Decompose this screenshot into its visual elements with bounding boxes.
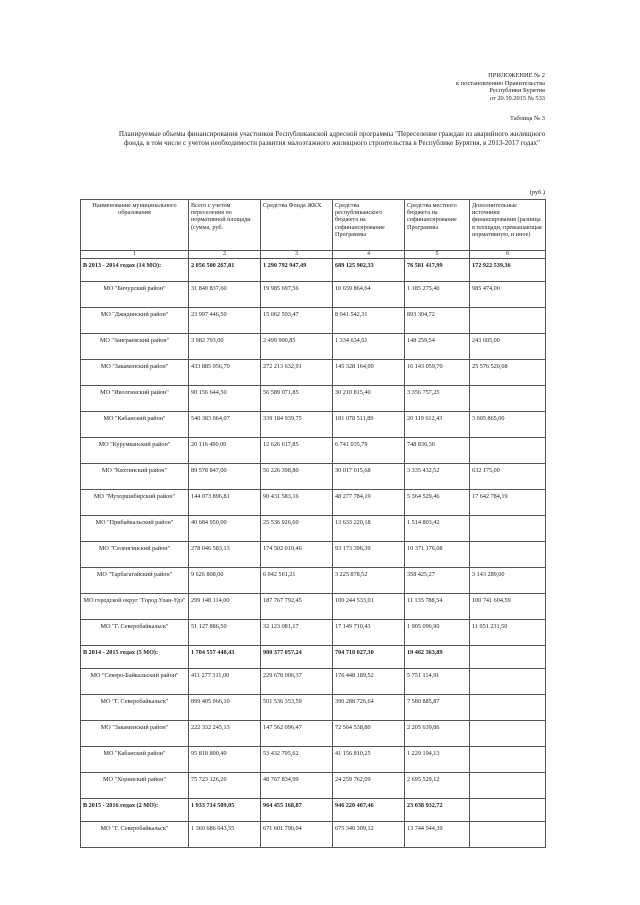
municipality-cell: МО "Закаменский район" (81, 721, 189, 747)
amount-cell: 748 836,36 (405, 438, 470, 464)
amount-cell: 985 474,00 (470, 282, 546, 308)
amount-cell: 23 997 446,50 (189, 308, 261, 334)
amount-cell: 501 536 353,59 (261, 695, 333, 721)
municipality-cell: МО "Г. Северобайкальск" (81, 822, 189, 848)
table-row (81, 542, 546, 568)
municipality-cell: МО "Г. Северобайкальск" (81, 620, 189, 646)
table-row (81, 620, 546, 646)
amount-cell: 100 741 604,59 (470, 594, 546, 620)
amount-cell: 11 135 788,54 (405, 594, 470, 620)
municipality-cell: МО "Хоринский район" (81, 773, 189, 799)
amount-cell: 24 259 762,09 (333, 773, 405, 799)
amount-cell: 5 751 114,91 (405, 669, 470, 695)
units-label: (руб.) (529, 189, 545, 196)
amount-cell: 16 143 059,70 (405, 360, 470, 386)
amount-cell (470, 646, 546, 669)
amount-cell: 30 210 815,40 (333, 386, 405, 412)
amount-cell: 181 078 511,89 (333, 412, 405, 438)
amount-cell: 95 818 800,40 (189, 747, 261, 773)
amount-cell (470, 822, 546, 848)
municipality-cell: МО "Кабанский район" (81, 412, 189, 438)
amount-cell: 11 951 231,50 (470, 620, 546, 646)
column-number: 6 (470, 251, 546, 259)
table-row (81, 386, 546, 412)
amount-cell: 176 448 189,52 (333, 669, 405, 695)
amount-cell: 964 455 168,87 (261, 799, 333, 822)
amount-cell (470, 747, 546, 773)
table-row (81, 822, 546, 848)
municipality-cell: МО "Закаменский район" (81, 360, 189, 386)
amount-cell (470, 695, 546, 721)
amount-cell: 100 244 533,01 (333, 594, 405, 620)
amount-cell: 899 405 966,10 (189, 695, 261, 721)
amount-cell: 13 744 544,39 (405, 822, 470, 848)
amount-cell: 25 536 926,60 (261, 516, 333, 542)
municipality-cell: МО "Тарбагатайский район" (81, 568, 189, 594)
amount-cell (470, 438, 546, 464)
amount-cell (470, 799, 546, 822)
amount-cell: 25 576 520,08 (470, 360, 546, 386)
amount-cell: 1 290 792 947,49 (261, 259, 333, 282)
amount-cell: 2 499 900,85 (261, 334, 333, 360)
header-cell: Наименование муниципального образования (81, 200, 189, 251)
financing-table (80, 199, 546, 848)
amount-cell: 144 073 896,81 (189, 490, 261, 516)
amount-cell: 30 017 015,68 (333, 464, 405, 490)
amount-cell: 1 229 194,13 (405, 747, 470, 773)
amount-cell: 946 220 407,46 (333, 799, 405, 822)
amount-cell: 48 277 784,19 (333, 490, 405, 516)
amount-cell: 3 225 878,52 (333, 568, 405, 594)
amount-cell: 20 119 612,43 (405, 412, 470, 438)
amount-cell: 10 371 176,08 (405, 542, 470, 568)
amount-cell: 632 175,00 (470, 464, 546, 490)
amount-cell: 40 684 950,00 (189, 516, 261, 542)
municipality-cell: В 2014 - 2015 годах (5 МО): (81, 646, 189, 669)
amount-cell: 7 580 885,87 (405, 695, 470, 721)
amount-cell: 390 288 726,64 (333, 695, 405, 721)
amount-cell: 19 985 697,56 (261, 282, 333, 308)
municipality-cell: МО "Мухоршибирский район" (81, 490, 189, 516)
amount-cell: 243 605,00 (470, 334, 546, 360)
amount-cell: 5 364 529,46 (405, 490, 470, 516)
column-number: 1 (81, 251, 189, 259)
appendix-block (456, 72, 545, 102)
amount-cell: 1 185 275,40 (405, 282, 470, 308)
amount-cell: 1 334 634,61 (333, 334, 405, 360)
amount-cell (470, 386, 546, 412)
municipality-cell: МО "Курумканский район" (81, 438, 189, 464)
amount-cell: 147 562 096,47 (261, 721, 333, 747)
amount-cell: 540 383 064,07 (189, 412, 261, 438)
amount-cell: 671 601 790,04 (261, 822, 333, 848)
amount-cell (470, 669, 546, 695)
amount-cell: 433 885 056,70 (189, 360, 261, 386)
amount-cell: 272 213 632,91 (261, 360, 333, 386)
amount-cell: 31 840 837,60 (189, 282, 261, 308)
table-row (81, 773, 546, 799)
municipality-cell: МО "Бичурский район" (81, 282, 189, 308)
column-number: 2 (189, 251, 261, 259)
amount-cell: 2 056 500 267,81 (189, 259, 261, 282)
appendix-date: от 20.10.2015 № 533 (489, 94, 545, 102)
amount-cell: 6 042 561,21 (261, 568, 333, 594)
appendix-line: к постановлению Правительства (455, 79, 545, 87)
header-cell: Средства местного бюджета на софинансирование Программы (405, 200, 470, 251)
amount-cell: 1 360 686 643,55 (189, 822, 261, 848)
amount-cell: 148 259,54 (405, 334, 470, 360)
amount-cell: 411 277 311,00 (189, 669, 261, 695)
municipality-cell: МО "Джидинский район" (81, 308, 189, 334)
amount-cell: 56 589 071,85 (261, 386, 333, 412)
header-cell: Дополнительные источники финансирования (разница в площади, превышающая нормативную, и иное) (470, 200, 546, 251)
amount-cell: 980 377 057,24 (261, 646, 333, 669)
municipality-cell: МО "Селенгинский район" (81, 542, 189, 568)
appendix-line: Республики Бурятия (489, 87, 545, 95)
amount-cell: 20 116 490,00 (189, 438, 261, 464)
amount-cell: 174 502 010,46 (261, 542, 333, 568)
amount-cell: 75 723 126,20 (189, 773, 261, 799)
table-row (81, 360, 546, 386)
amount-cell: 10 659 864,64 (333, 282, 405, 308)
table-row (81, 516, 546, 542)
amount-cell: 187 767 792,45 (261, 594, 333, 620)
table-row (81, 721, 546, 747)
amount-cell: 76 581 417,99 (405, 259, 470, 282)
table-header-row (81, 200, 546, 251)
amount-cell: 89 578 847,00 (189, 464, 261, 490)
amount-cell (470, 542, 546, 568)
table-row (81, 747, 546, 773)
header-cell: Всего с учетом переселения по нормативной площади (сумма, руб. (189, 200, 261, 251)
amount-cell: 8 041 542,31 (333, 308, 405, 334)
appendix-title: ПРИЛОЖЕНИЕ № 2 (488, 72, 545, 79)
column-number: 5 (405, 251, 470, 259)
amount-cell: 172 922 539,36 (470, 259, 546, 282)
amount-cell: 278 046 583,13 (189, 542, 261, 568)
amount-cell: 358 425,27 (405, 568, 470, 594)
amount-cell: 72 564 538,80 (333, 721, 405, 747)
amount-cell: 299 148 114,00 (189, 594, 261, 620)
amount-cell: 90 431 583,16 (261, 490, 333, 516)
amount-cell (470, 773, 546, 799)
amount-cell: 229 678 006,37 (261, 669, 333, 695)
header-cell: Средства Фонда ЖКХ (261, 200, 333, 251)
amount-cell: 2 205 639,86 (405, 721, 470, 747)
amount-cell (470, 516, 546, 542)
table-row (81, 464, 546, 490)
table-row (81, 438, 546, 464)
table-row (81, 334, 546, 360)
amount-cell: 689 125 902,33 (333, 259, 405, 282)
amount-cell: 17 642 784,19 (470, 490, 546, 516)
column-number: 3 (261, 251, 333, 259)
amount-cell (470, 308, 546, 334)
amount-cell: 3 005 865,00 (470, 412, 546, 438)
amount-cell: 90 156 644,50 (189, 386, 261, 412)
amount-cell: 56 226 398,80 (261, 464, 333, 490)
amount-cell (470, 721, 546, 747)
amount-cell: 3 982 793,00 (189, 334, 261, 360)
table-row (81, 568, 546, 594)
amount-cell: 2 695 529,12 (405, 773, 470, 799)
amount-cell: 3 335 432,52 (405, 464, 470, 490)
table-row (81, 594, 546, 620)
amount-cell: 93 173 396,39 (333, 542, 405, 568)
municipality-cell: МО "Кяхтинский район" (81, 464, 189, 490)
amount-cell: 17 149 710,43 (333, 620, 405, 646)
amount-cell: 704 718 027,30 (333, 646, 405, 669)
amount-cell: 1 933 714 509,05 (189, 799, 261, 822)
amount-cell: 893 304,72 (405, 308, 470, 334)
municipality-cell: В 2013 - 2014 годах (14 МО): (81, 259, 189, 282)
amount-cell: 339 184 939,75 (261, 412, 333, 438)
amount-cell: 51 127 886,50 (189, 620, 261, 646)
municipality-cell: МО "Северо-Байкальский район" (81, 669, 189, 695)
municipality-cell: В 2015 - 2016 годах (2 МО): (81, 799, 189, 822)
amount-cell: 48 767 834,99 (261, 773, 333, 799)
amount-cell: 1 514 803,42 (405, 516, 470, 542)
amount-cell: 15 062 593,47 (261, 308, 333, 334)
municipality-cell: МО "Прибайкальский район" (81, 516, 189, 542)
table-row (81, 490, 546, 516)
table-row (81, 695, 546, 721)
amount-cell: 19 462 363,89 (405, 646, 470, 669)
amount-cell: 222 332 245,13 (189, 721, 261, 747)
table-total-row (81, 799, 546, 822)
amount-cell: 145 328 164,09 (333, 360, 405, 386)
amount-cell: 53 432 795,62 (261, 747, 333, 773)
document-title: Планируемые объемы финансирования участников Республиканской адресной программы "Переселение граждан из аварийного жилищного фонда, в том числе с учетом необходимости развития малоэтажного жилищного строительства в Республике Бурятия, в 2013-2017 годах" (118, 130, 546, 147)
amount-cell: 23 038 932,72 (405, 799, 470, 822)
municipality-cell: МО "Заиграевский район" (81, 334, 189, 360)
amount-cell: 1 704 557 448,43 (189, 646, 261, 669)
table-total-row (81, 646, 546, 669)
amount-cell: 3 143 289,00 (470, 568, 546, 594)
table-total-row (81, 259, 546, 282)
amount-cell: 9 626 808,00 (189, 568, 261, 594)
municipality-cell: МО "Иволгинский район" (81, 386, 189, 412)
municipality-cell: МО "Кабанский район" (81, 747, 189, 773)
municipality-cell: МО городской округ "Город Улан-Удэ" (81, 594, 189, 620)
table-row (81, 282, 546, 308)
table-row (81, 308, 546, 334)
amount-cell: 32 123 081,17 (261, 620, 333, 646)
amount-cell: 6 741 035,79 (333, 438, 405, 464)
amount-cell: 3 356 757,25 (405, 386, 470, 412)
amount-cell: 675 340 309,12 (333, 822, 405, 848)
amount-cell: 13 633 220,18 (333, 516, 405, 542)
column-number: 4 (333, 251, 405, 259)
amount-cell: 12 626 617,85 (261, 438, 333, 464)
amount-cell: 41 156 810,25 (333, 747, 405, 773)
amount-cell: 1 905 096,90 (405, 620, 470, 646)
table-row (81, 412, 546, 438)
municipality-cell: МО "Г. Северобайкальск" (81, 695, 189, 721)
table-row (81, 669, 546, 695)
header-cell: Средства республиканского бюджета на софинансирование Программы (333, 200, 405, 251)
table-label: Таблица № 3 (509, 115, 545, 122)
column-number-row (81, 251, 546, 259)
